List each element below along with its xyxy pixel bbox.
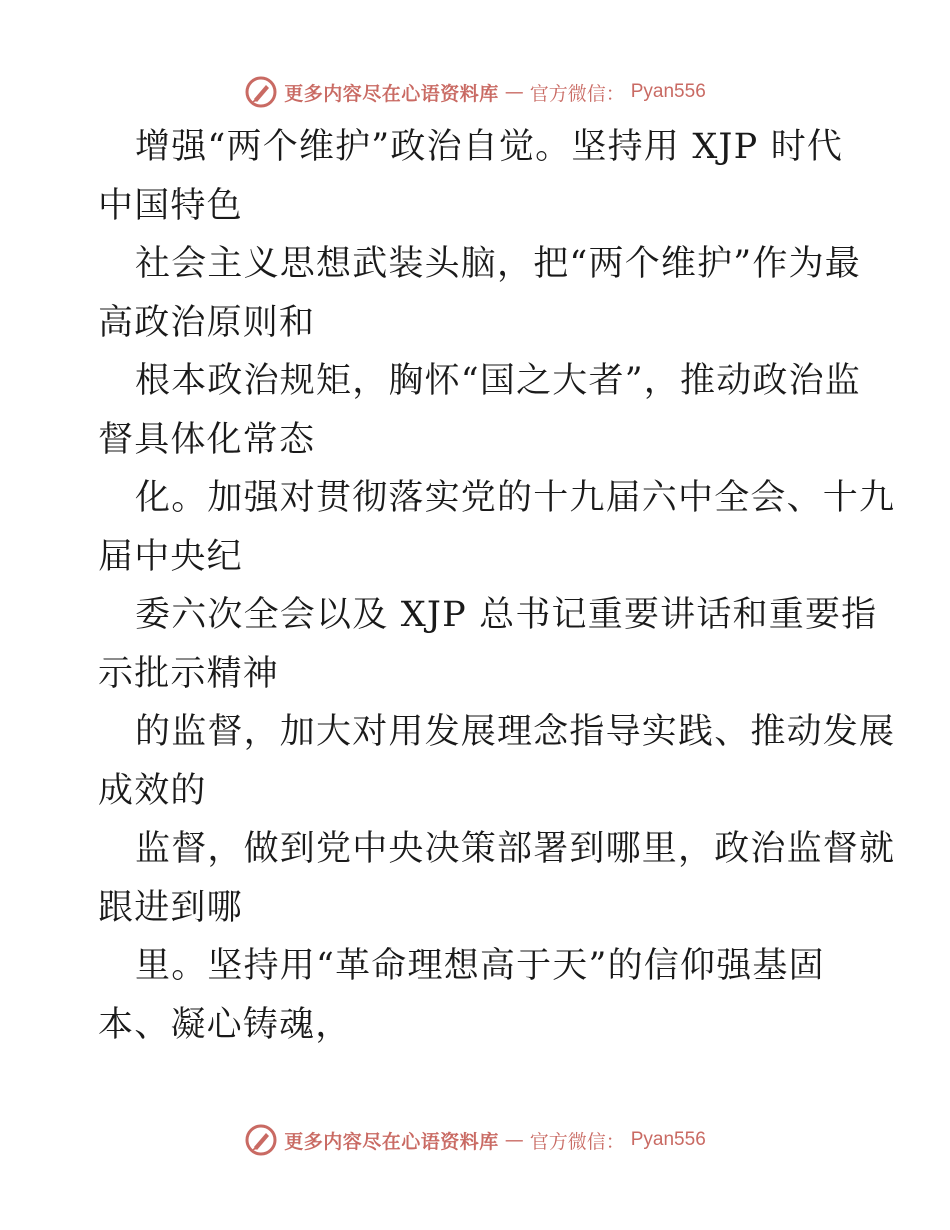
document-body [98, 118, 896, 1054]
watermark-separator: — [504, 81, 524, 103]
text-line: 督具体化常态 [98, 419, 316, 460]
text-line: 增强“两个维护”政治自觉。坚持用 XJP 时代 [135, 127, 844, 167]
watermark-wechat-label: 官方微信： [529, 1130, 625, 1153]
text-line: 里。坚持用“革命理想高于天”的信仰强基固 [135, 946, 825, 986]
text-line: 跟进到哪 [98, 887, 243, 928]
text-line: 届中央纪 [98, 536, 243, 577]
watermark-brand: 更多内容尽在心语资料库 [284, 82, 499, 105]
text-line: 高政治原则和 [98, 302, 316, 343]
text-line: 成效的 [98, 770, 207, 811]
footer-watermark [0, 1120, 950, 1160]
watermark-separator: — [504, 1129, 524, 1151]
text-line: 社会主义思想武装头脑，把“两个维护”作为最 [135, 244, 861, 284]
text-line: 化。加强对贯彻落实党的十九届六中全会、十九 [135, 478, 896, 518]
text-line: 的监督，加大对用发展理念指导实践、推动发展 [135, 712, 896, 752]
watermark-wechat-label: 官方微信： [529, 82, 625, 105]
brand-logo-icon [244, 75, 278, 109]
watermark-brand: 更多内容尽在心语资料库 [284, 1130, 499, 1153]
watermark-wechat-id: Pyan556 [630, 1129, 706, 1150]
text-line: 监督，做到党中央决策部署到哪里，政治监督就 [135, 829, 896, 869]
text-line: 委六次全会以及 XJP 总书记重要讲话和重要指 [135, 595, 878, 635]
text-line: 本、凝心铸魂， [98, 1004, 352, 1045]
watermark-wechat-id: Pyan556 [630, 81, 706, 102]
text-line: 根本政治规矩，胸怀“国之大者”，推动政治监 [135, 361, 861, 401]
text-line: 示批示精神 [98, 653, 280, 694]
text-line: 中国特色 [98, 185, 243, 226]
brand-logo-icon [244, 1123, 278, 1157]
header-watermark [0, 72, 950, 112]
